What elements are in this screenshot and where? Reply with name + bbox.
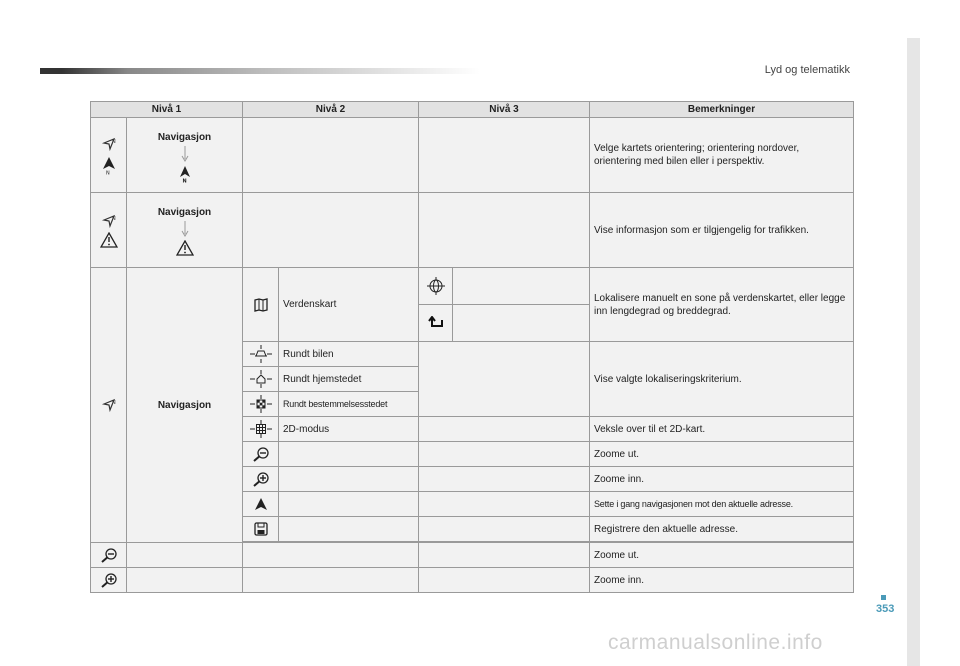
level1-label: Navigasjon [157, 132, 212, 143]
table-row [91, 543, 854, 568]
save-disk-icon [254, 522, 268, 536]
level2-cell [279, 467, 419, 492]
level1-icon-cell [91, 543, 127, 568]
table-header-row [91, 102, 854, 118]
map-2d-icon [249, 419, 273, 439]
level2-icon-cell [243, 442, 279, 467]
arrow-down-icon [181, 221, 189, 237]
around-home-icon [249, 369, 273, 389]
remark-cell: Sette i gang navigasjonen mot den aktuelle adresse. [590, 492, 854, 517]
return-icon [428, 316, 444, 330]
navigation-cursor-icon [101, 397, 117, 413]
level3-cell [419, 492, 590, 517]
remark-cell: Lokalisere manuelt en sone på verdenskartet, eller legge inn lengdegrad og breddegrad. [590, 268, 854, 342]
zoom-out-icon [100, 547, 118, 563]
north-arrow-icon [178, 165, 192, 183]
zoom-out-icon [252, 446, 270, 462]
svg-text:N: N [105, 170, 110, 175]
level2-icon-cell [243, 268, 279, 342]
column-header: Nivå 3 [419, 102, 590, 118]
table-row [91, 268, 854, 305]
remark-cell: Zoome ut. [590, 442, 854, 467]
page-marker [881, 595, 886, 600]
svg-text:N: N [111, 400, 116, 406]
level2-label: 2D-modus [279, 417, 419, 442]
column-header: Nivå 2 [243, 102, 419, 118]
level2-cell [279, 517, 419, 542]
level3-cell [419, 417, 590, 442]
level2-icon-cell [243, 342, 279, 367]
level2-cell [279, 492, 419, 517]
level2-label: Verdenskart [279, 268, 419, 342]
level3-icon-cell [419, 268, 453, 305]
world-map-icon [253, 297, 269, 313]
level2-icon-cell [243, 392, 279, 417]
around-car-icon [249, 344, 273, 364]
remark-cell: Zoome inn. [590, 568, 854, 593]
north-arrow-icon [100, 155, 118, 175]
level2-cell [243, 543, 419, 568]
navigation-cursor-icon [101, 136, 117, 152]
level2-icon-cell [243, 367, 279, 392]
level1-cell [127, 118, 243, 193]
level3-icon-cell [419, 305, 453, 342]
remark-cell: Zoome inn. [590, 467, 854, 492]
globe-crosshair-icon [426, 276, 446, 296]
column-header: Nivå 1 [91, 102, 243, 118]
zoom-in-icon [252, 471, 270, 487]
remark-cell: Zoome ut. [590, 543, 854, 568]
remark-cell: Vise informasjon som er tilgjengelig for trafikken. [590, 193, 854, 268]
level2-label: Rundt bilen [279, 342, 419, 367]
navigation-arrow-icon [254, 497, 268, 511]
level1-cell [127, 543, 243, 568]
level2-cell [243, 193, 419, 268]
level1-cell [127, 568, 243, 593]
level3-cell [419, 442, 590, 467]
level2-icon-cell [243, 417, 279, 442]
right-margin-bar [907, 38, 920, 666]
column-header: Bemerkninger [590, 102, 854, 118]
svg-text:N: N [111, 138, 116, 145]
level3-cell [419, 517, 590, 542]
level3-cell [419, 467, 590, 492]
level1-cell: Navigasjon [127, 268, 243, 543]
navigation-cursor-icon [101, 213, 117, 229]
level2-icon-cell [243, 517, 279, 542]
remark-cell: Velge kartets orientering; orientering nordover, orientering med bilen eller i perspektiv. [590, 118, 854, 193]
remark-cell: Vise valgte lokaliseringskriterium. [590, 342, 854, 417]
zoom-in-icon [100, 572, 118, 588]
level2-cell [243, 118, 419, 193]
warning-triangle-icon [176, 240, 194, 256]
level2-label: Rundt bestemmelsesstedet [279, 392, 419, 417]
level3-cell [453, 268, 590, 305]
level1-icon-cell [91, 118, 127, 193]
level1-cell [127, 193, 243, 268]
header-gradient-bar [40, 68, 480, 74]
warning-triangle-icon [100, 232, 118, 248]
level1-label: Navigasjon [157, 207, 212, 218]
level2-cell [243, 568, 419, 593]
svg-text:N: N [111, 215, 116, 222]
level3-cell [419, 543, 590, 568]
level3-cell [419, 568, 590, 593]
table-row [91, 193, 854, 268]
table-row [91, 118, 854, 193]
level3-cell [419, 193, 590, 268]
level2-icon-cell [243, 467, 279, 492]
level2-label: Rundt hjemstedet [279, 367, 419, 392]
svg-text:N: N [182, 178, 187, 183]
level2-cell [279, 442, 419, 467]
level1-icon-cell [91, 268, 127, 543]
menu-table [90, 101, 854, 593]
remark-cell: Registrere den aktuelle adresse. [590, 517, 854, 542]
level1-icon-cell [91, 568, 127, 593]
around-destination-icon [249, 394, 273, 414]
table-row [91, 568, 854, 593]
level3-cell [419, 118, 590, 193]
level1-icon-cell [91, 193, 127, 268]
arrow-down-icon [181, 146, 189, 162]
section-title: Lyd og telematikk [764, 64, 850, 76]
level3-cell [453, 305, 590, 342]
watermark: carmanualsonline.info [608, 631, 823, 654]
level3-cell [419, 342, 590, 417]
level2-icon-cell [243, 492, 279, 517]
page-number: 353 [876, 603, 895, 615]
remark-cell: Veksle over til et 2D-kart. [590, 417, 854, 442]
